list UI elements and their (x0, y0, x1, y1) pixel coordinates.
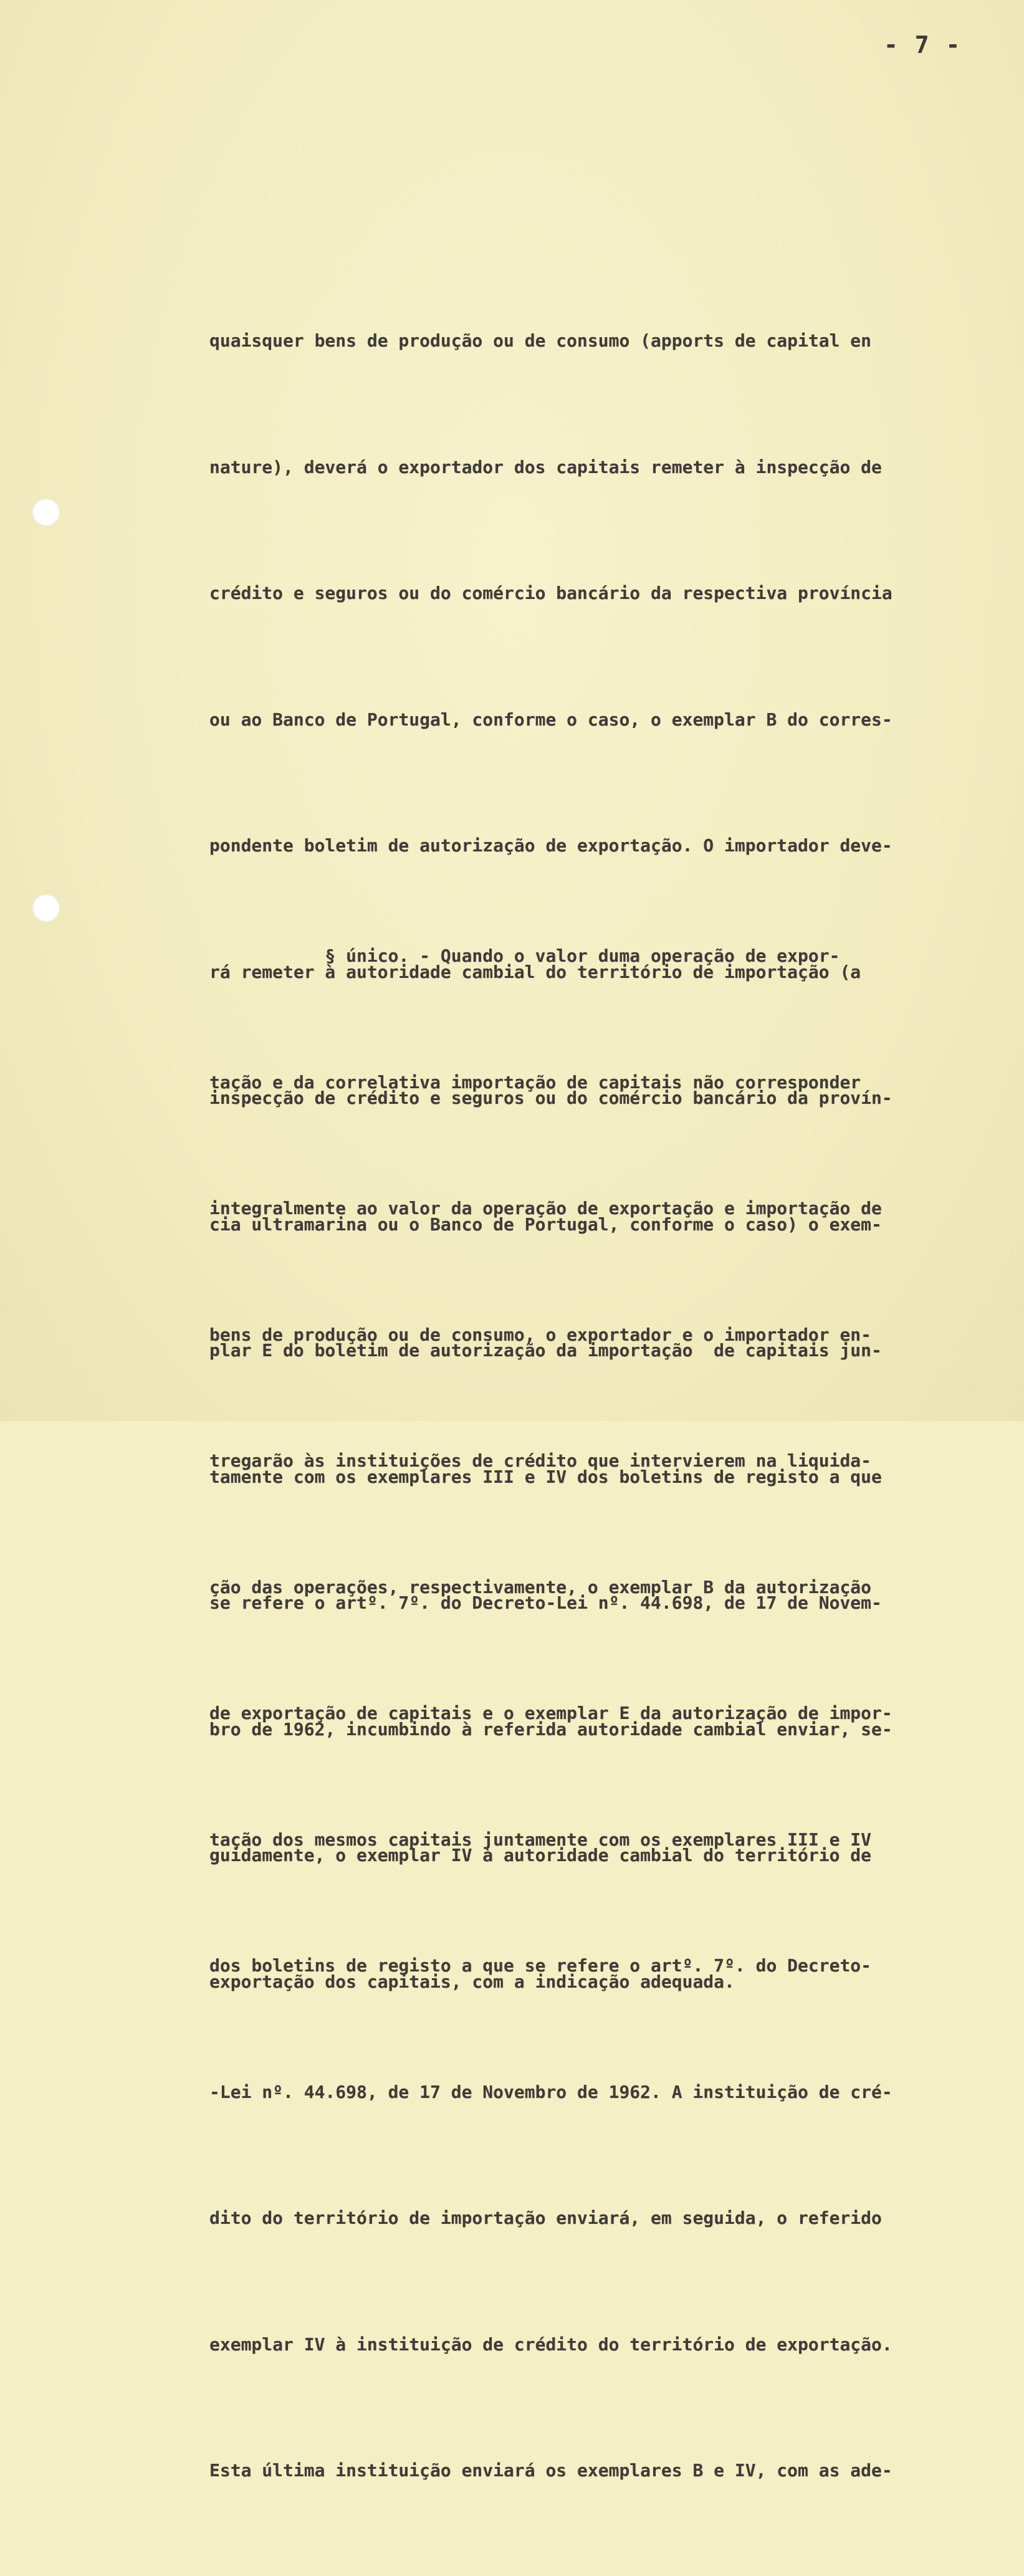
text-line: Esta última instituição enviará os exemplares B e IV, com as ade- (209, 2460, 892, 2481)
text-line: tamente com os exemplares III e IV dos boletins de registo a que (209, 1466, 882, 1487)
text-line: ou ao Banco de Portugal, conforme o caso, o exemplar B do corres- (209, 709, 892, 730)
paragraph-2-unico (209, 851, 1020, 2576)
text-line: de exportação de capitais e o exemplar E da autorização de impor- (209, 1703, 892, 1723)
text-line: exemplar IV à instituição de crédito do território de exportação. (209, 2334, 892, 2355)
text-line: § único. - Quando o valor duma operação de expor- (209, 946, 840, 966)
text-line: guidamente, o exemplar IV à autoridade cambial do território de (209, 1845, 872, 1865)
text-line: pondente boletim de autorização de exportação. O importador deve- (209, 835, 892, 856)
text-line: se refere o artº. 7º. do Decreto-Lei nº. 44.698, de 17 de Novem- (209, 1592, 882, 1613)
text-line: -Lei nº. 44.698, de 17 de Novembro de 1962. A instituição de cré- (209, 2081, 892, 2102)
text-line: quaisquer bens de produção ou de consumo (apports de capital en (209, 330, 872, 351)
page-number: - 7 - (884, 31, 962, 59)
text-line: cia ultramarina ou o Banco de Portugal, conforme o caso) o exem- (209, 1214, 882, 1235)
text-line: inspecção de crédito e seguros ou do comércio bancário da provín- (209, 1088, 892, 1108)
text-line: crédito e seguros ou do comércio bancário da respectiva província (209, 583, 892, 603)
text-line: tação e da correlativa importação de capitais não corresponder (209, 1071, 861, 1093)
text-line: integralmente ao valor da operação de exportação e importação de (209, 1198, 882, 1219)
text-line: bro de 1962, incumbindo à referida autoridade cambial enviar, se- (209, 1718, 892, 1740)
text-line: dito do território de importação enviará, em seguida, o referido (209, 2208, 882, 2228)
text-line: rá remeter à autoridade cambial do território de importação (a (209, 961, 861, 982)
text-line: tação dos mesmos capitais juntamente com os exemplares III e IV (209, 1829, 872, 1850)
text-line: ção das operações, respectivamente, o exemplar B da autorização (209, 1576, 872, 1597)
text-line: bens de produção ou de consumo, o exportador e o importador en- (209, 1324, 872, 1345)
punch-hole-bottom (32, 894, 60, 922)
text-line: tregarão às instituições de crédito que intervierem na liquida- (209, 1450, 872, 1471)
text-line: dos boletins de registo a que se refere o artº. 7º. do Decreto- (209, 1955, 872, 1976)
text-line: exportação dos capitais, com a indicação adequada. (209, 1971, 735, 1992)
punch-hole-top (32, 499, 60, 526)
text-line: nature), deverá o exportador dos capitais remeter à inspecção de (209, 456, 882, 477)
text-line: plar E do boletim de autorização da importação de capitais jun- (209, 1340, 882, 1361)
